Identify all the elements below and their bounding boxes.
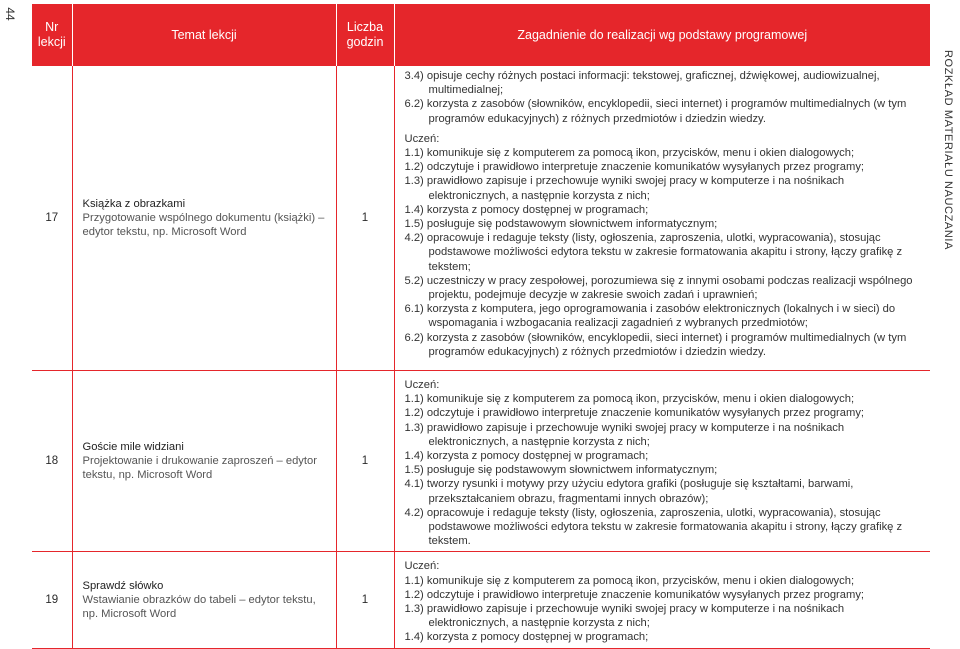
requirement-item: 1.3) prawidłowo zapisuje i przechowuje wyniki swojej pracy w komputerze i na nośnikach elektronicznych, a następnie korzysta z nich; — [404, 175, 845, 202]
requirement-item: 1.5) posługuje się podstawowym słownictwem informatycznym; — [404, 218, 718, 231]
table-row — [32, 66, 930, 371]
header-nr: Nr lekcji — [32, 4, 72, 66]
lesson-title: Goście mile widziani — [82, 440, 184, 453]
lesson-hours: 1 — [336, 66, 394, 371]
requirement-item: 1.1) komunikuje się z komputerem za pomocą ikon, przycisków, menu i okien dialogowych; — [404, 147, 855, 160]
requirement-item: 1.2) odczytuje i prawidłowo interpretuje znaczenie komunikatów wysyłanych przez programy; — [404, 407, 865, 420]
student-label: Uczeń: — [404, 560, 440, 573]
requirement-item: 1.1) komunikuje się z komputerem za pomocą ikon, przycisków, menu i okien dialogowych; — [404, 393, 855, 406]
requirement-item: 1.3) prawidłowo zapisuje i przechowuje wyniki swojej pracy w komputerze i na nośnikach elektronicznych, a następnie korzysta z nich; — [404, 421, 845, 448]
requirement-item: 1.4) korzysta z pomocy dostępnej w programach; — [404, 631, 649, 644]
lesson-description: Przygotowanie wspólnego dokumentu (książki) – edytor tekstu, np. Microsoft Word — [82, 211, 325, 239]
requirement-item: 5.2) uczestniczy w pracy zespołowej, porozumiewa się z innymi osobami podczas realizacji wspólnego projektu, podejmuje decyzje w zakresie swoich zadań i uprawnień; — [404, 274, 913, 302]
curriculum-content — [394, 552, 930, 648]
curriculum-content — [394, 66, 930, 371]
lesson-number: 17 — [32, 66, 72, 371]
page-number: 44 — [3, 7, 17, 21]
requirement-item: 4.2) opracowuje i redaguje teksty (listy, ogłoszenia, zaproszenia, ulotki, wypracowania), stosując podstawowe możliwości edytora tekstu w zakresie formatowania akapitu i strony, łączy grafikę z tekstem; — [404, 232, 903, 273]
student-label: Uczeń: — [404, 132, 440, 145]
side-section-label — [936, 0, 960, 300]
lesson-hours: 1 — [336, 552, 394, 648]
requirement-item: 1.3) prawidłowo zapisuje i przechowuje wyniki swojej pracy w komputerze i na nośnikach elektronicznych, a następnie korzysta z nich; — [404, 603, 845, 630]
requirement-item: 1.4) korzysta z pomocy dostępnej w programach; — [404, 450, 649, 463]
side-section-label-text: ROZKŁAD MATERIAŁU NAUCZANIA — [942, 50, 954, 250]
requirement-item: 1.2) odczytuje i prawidłowo interpretuje znaczenie komunikatów wysyłanych przez programy; — [404, 588, 865, 601]
table-row — [32, 371, 930, 552]
requirement-item: 4.1) tworzy rysunki i motywy przy użyciu edytora grafiki (posługuje się kształtami, barwami, przekształcaniem obrazu, fragmentami innych obrazów); — [404, 478, 854, 505]
requirement-item: 1.1) komunikuje się z komputerem za pomocą ikon, przycisków, menu i okien dialogowych; — [404, 574, 855, 587]
curriculum-table — [32, 4, 930, 649]
header-zagadnienie: Zagadnienie do realizacji wg podstawy programowej — [394, 4, 930, 66]
lesson-description: Projektowanie i drukowanie zaproszeń – edytor tekstu, np. Microsoft Word — [82, 455, 317, 482]
lesson-topic — [72, 371, 336, 552]
requirement-item: 3.4) opisuje cechy różnych postaci informacji: tekstowej, graficznej, dźwiękowej, audiowizualnej, multimedialnej; — [404, 70, 880, 97]
student-label: Uczeń: — [404, 379, 440, 391]
lesson-title: Książka z obrazkami — [82, 197, 186, 210]
lesson-number: 18 — [32, 371, 72, 552]
lesson-topic — [72, 66, 336, 371]
requirement-item: 4.2) opracowuje i redaguje teksty (listy, ogłoszenia, zaproszenia, ulotki, wypracowania), stosując podstawowe możliwości edytora tekstu w zakresie formatowania akapitu i strony, łączy grafikę z tekstem. — [404, 506, 903, 548]
table-header-row — [32, 4, 930, 66]
lesson-topic — [72, 552, 336, 648]
table-row — [32, 552, 930, 648]
header-temat: Temat lekcji — [72, 4, 336, 66]
header-liczba: Liczba godzin — [336, 4, 394, 66]
lesson-number: 19 — [32, 552, 72, 648]
lesson-title: Sprawdź słówko — [82, 579, 164, 592]
requirement-item: 6.1) korzysta z komputera, jego oprogramowania i zasobów elektronicznych (lokalnych i w sieci) do wspomagania i wzbogacania realizacji zagadnień z wybranych przedmiotów; — [404, 303, 896, 330]
requirement-item: 1.4) korzysta z pomocy dostępnej w programach; — [404, 203, 649, 216]
requirement-item: 1.5) posługuje się podstawowym słownictwem informatycznym; — [404, 464, 718, 477]
lesson-hours: 1 — [336, 371, 394, 552]
lesson-description: Wstawianie obrazków do tabeli – edytor tekstu, np. Microsoft Word — [82, 593, 316, 621]
requirement-item: 6.2) korzysta z zasobów (słowników, encyklopedii, sieci internet) i programów multimedialnych (w tym programów edukacyjnych) z różnych przedmiotów i dziedzin wiedzy. — [404, 98, 907, 125]
requirement-item: 1.2) odczytuje i prawidłowo interpretuje znaczenie komunikatów wysyłanych przez programy; — [404, 161, 865, 174]
curriculum-content — [394, 371, 930, 552]
requirement-item: 6.2) korzysta z zasobów (słowników, encyklopedii, sieci internet) i programów multimedialnych (w tym programów edukacyjnych) z różnych przedmiotów i dziedzin wiedzy. — [404, 331, 907, 358]
